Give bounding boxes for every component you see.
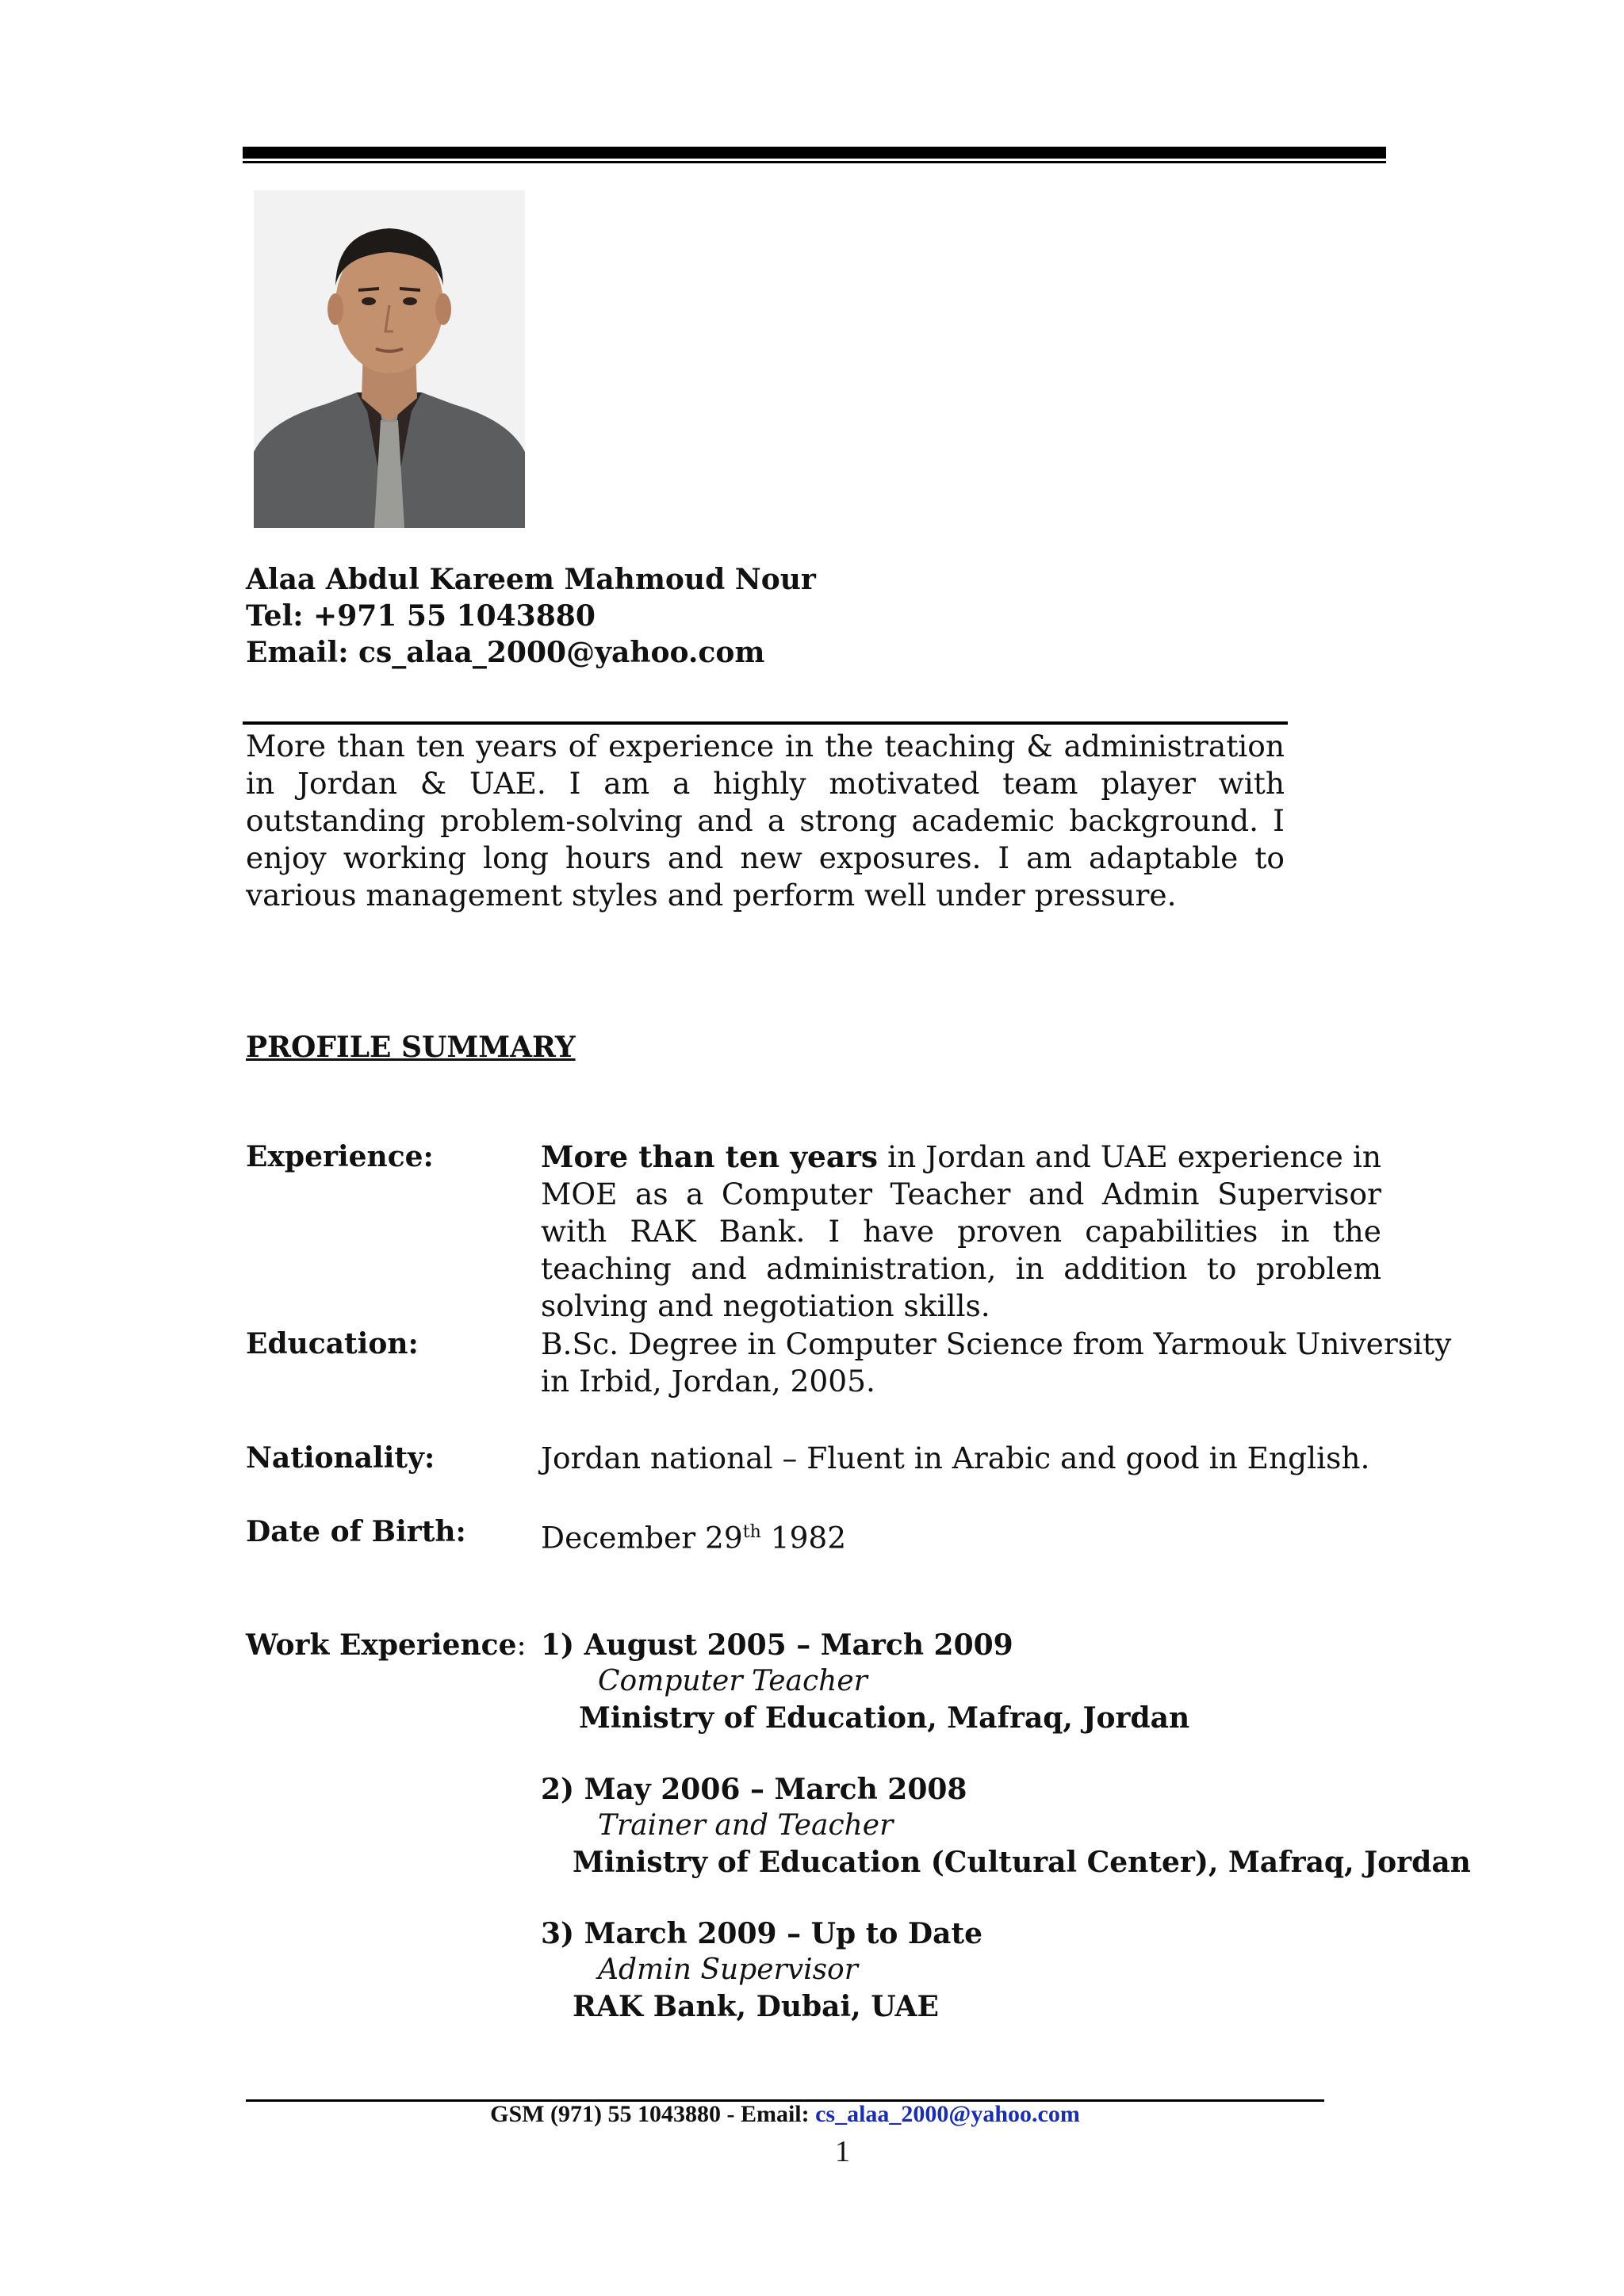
footer-email: cs_alaa_2000@yahoo.com [815,2101,1080,2127]
experience-value [541,1138,1381,1325]
dob-suffix: th [742,1522,761,1542]
footer-contact [246,2101,1324,2128]
profile-photo [254,190,525,528]
nationality-label: Nationality: [246,1441,435,1475]
dob-value [541,1513,1381,1557]
profile-summary-title: PROFILE SUMMARY [246,1031,576,1064]
job-organization: Ministry of Education, Mafraq, Jordan [579,1701,1190,1735]
job-organization: Ministry of Education (Cultural Center), Mafraq, Jordan [573,1846,1471,1879]
job-organization: RAK Bank, Dubai, UAE [573,1990,939,2023]
job-period: 2) May 2006 – March 2008 [541,1773,967,1806]
work-label-colon: : [516,1629,527,1662]
footer-gsm: GSM (971) 55 1043880 - Email: [490,2101,816,2127]
job-entry-2 [541,1771,1471,1881]
education-label: Education: [246,1327,419,1360]
experience-label: Experience: [246,1140,434,1173]
job-period: 1) August 2005 – March 2009 [541,1628,1013,1662]
telephone: Tel: +971 55 1043880 [246,599,596,633]
education-line-2: in Irbid, Jordan, 2005. [541,1364,875,1399]
experience-text: in Jordan and UAE experience in MOE as a Computer Teacher and Admin Supervisor with RAK Bank. I have proven capabilities in the teaching and administration, in addition to problem solving and negotiation skills. [541,1139,1381,1323]
header-rule-thin [243,161,1386,163]
experience-highlight: More than ten years [541,1139,879,1174]
page-number: 1 [835,2135,850,2168]
header-rule-thick [243,147,1386,159]
education-line-1: B.Sc. Degree in Computer Science from Yarmouk University [541,1326,1452,1361]
education-value [541,1326,1452,1400]
dob-year: 1982 [760,1520,847,1556]
job-role: Admin Supervisor [598,1954,858,1986]
intro-paragraph: More than ten years of experience in the teaching & administration in Jordan & UAE. I am a highly motivated team player with outstanding problem-solving and a strong academic background. I enjoy working long hours and new exposures. I am adaptable to various management styles and perform well under pressure. [246,729,1285,913]
job-entry-1 [541,1627,1189,1736]
nationality-value: Jordan national – Fluent in Arabic and good in English. [541,1441,1370,1475]
contact-divider [243,721,1288,725]
contact-block [246,561,816,671]
dob-day: December 29 [541,1520,743,1556]
candidate-name: Alaa Abdul Kareem Mahmoud Nour [246,563,816,596]
job-period: 3) March 2009 – Up to Date [541,1917,982,1950]
email: Email: cs_alaa_2000@yahoo.com [246,636,765,669]
work-experience-label [246,1628,527,1662]
work-label-text: Work Experience [246,1628,517,1662]
job-role: Computer Teacher [598,1665,868,1697]
job-role: Trainer and Teacher [598,1809,894,1842]
job-entry-3 [541,1915,982,2025]
dob-label: Date of Birth: [246,1515,466,1548]
